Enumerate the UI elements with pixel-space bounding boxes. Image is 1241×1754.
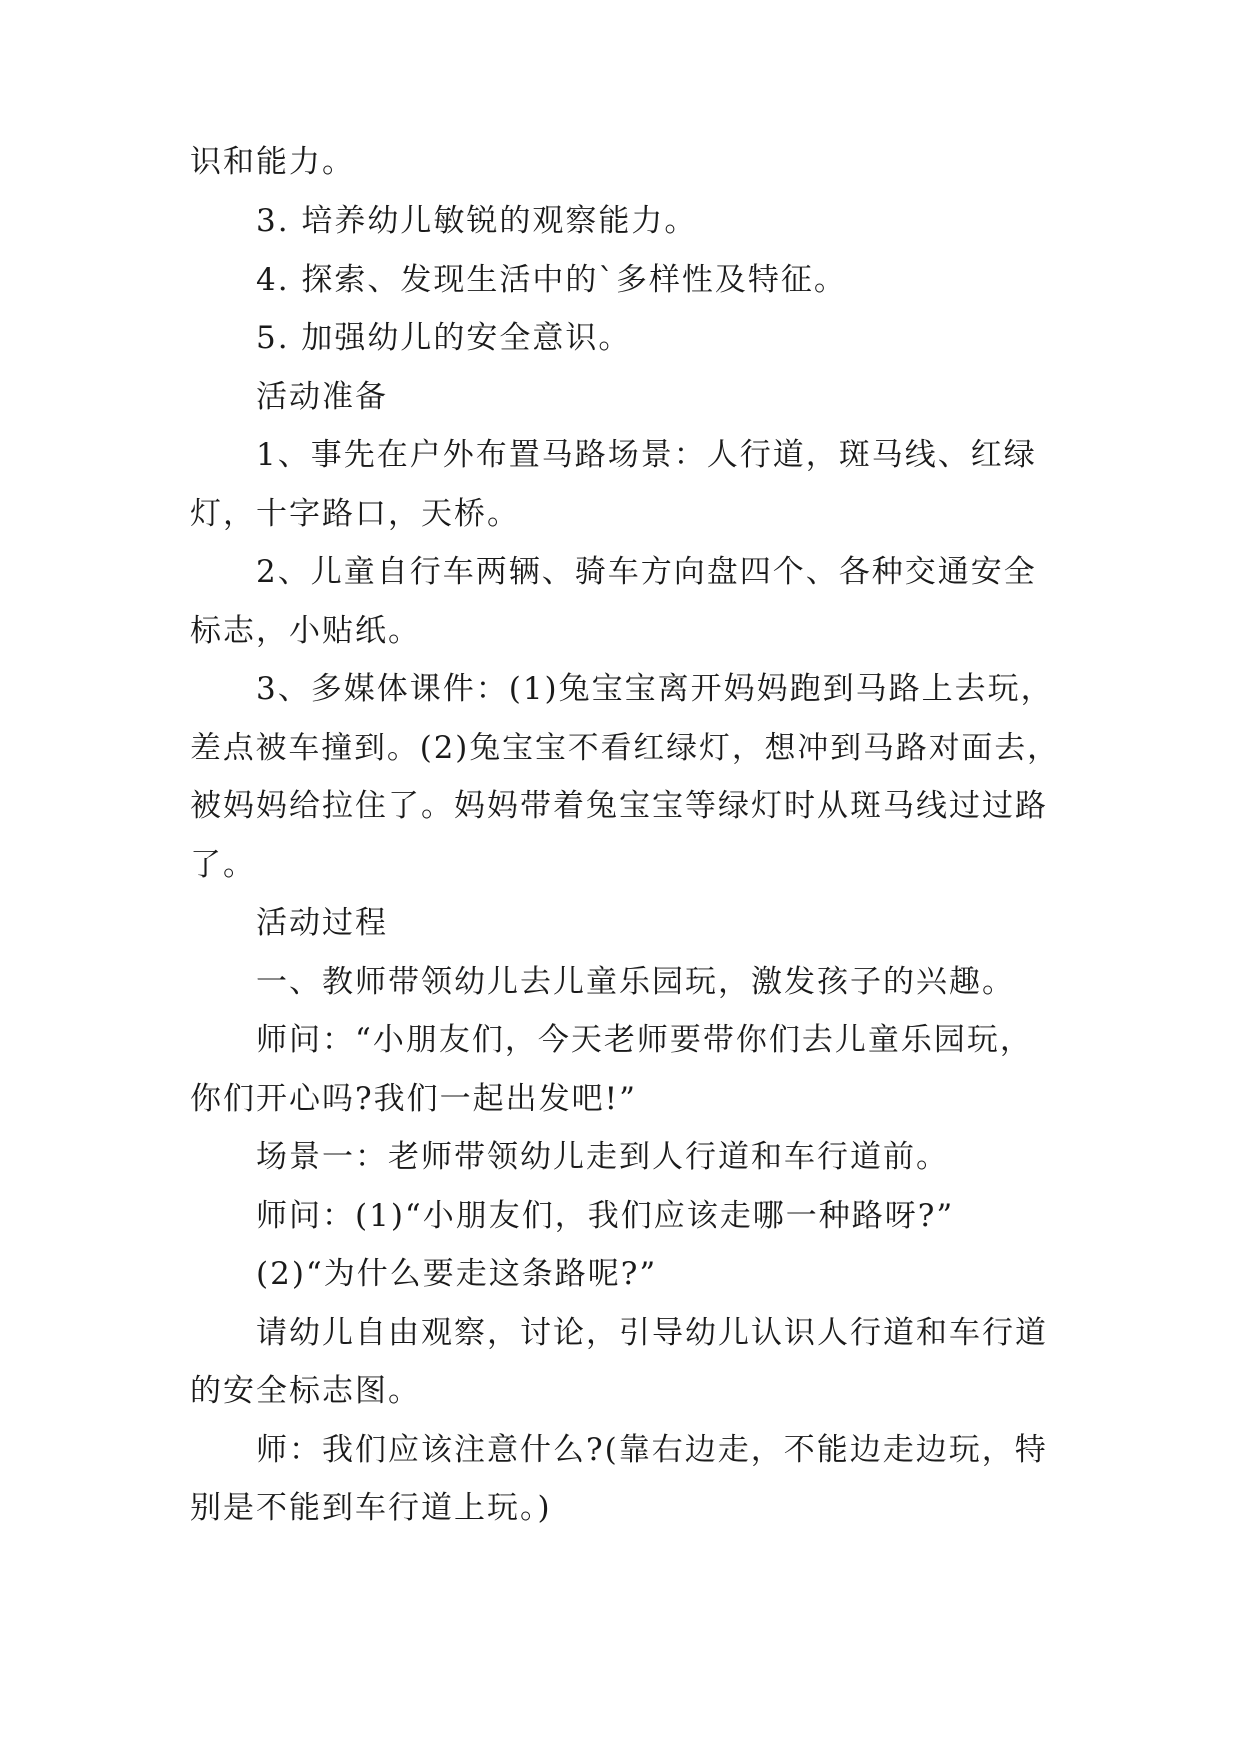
text-line: 2、儿童自行车两辆、骑车方向盘四个、各种交通安全 <box>256 554 1037 590</box>
text-line: 的安全标志图。 <box>190 1373 421 1409</box>
text-line: 了。 <box>190 847 256 883</box>
text-line: 3、多媒体课件：(1)兔宝宝离开妈妈跑到马路上去玩， <box>256 671 1054 707</box>
text-line: 识和能力。 <box>190 144 355 180</box>
text-line: 师：我们应该注意什么?(靠右边走，不能边走边玩，特 <box>256 1432 1048 1468</box>
text-line: 差点被车撞到。(2)兔宝宝不看红绿灯，想冲到马路对面去， <box>190 730 1060 766</box>
text-line: 别是不能到车行道上玩。) <box>190 1490 552 1526</box>
text-line: 标志，小贴纸。 <box>190 613 421 649</box>
text-line: 你们开心吗?我们一起出发吧!” <box>190 1081 637 1117</box>
text-line: 师问：(1)“小朋友们，我们应该走哪一种路呀?” <box>256 1198 955 1234</box>
text-line: 灯，十字路口，天桥。 <box>190 496 520 532</box>
section-heading: 活动过程 <box>256 905 388 941</box>
text-line: 1、事先在户外布置马路场景：人行道，斑马线、红绿 <box>256 437 1037 473</box>
text-line: 场景一：老师带领幼儿走到人行道和车行道前。 <box>256 1139 949 1175</box>
text-line: 一、教师带领幼儿去儿童乐园玩，激发孩子的兴趣。 <box>256 964 1015 1000</box>
section-heading: 活动准备 <box>256 379 388 415</box>
text-line: 3. 培养幼儿敏锐的观察能力。 <box>256 203 698 239</box>
text-line: 5. 加强幼儿的安全意识。 <box>256 320 632 356</box>
text-line: 师问：“小朋友们，今天老师要带你们去儿童乐园玩， <box>256 1022 1033 1058</box>
text-line: 4. 探索、发现生活中的`多样性及特征。 <box>256 262 847 298</box>
text-line: 被妈妈给拉住了。妈妈带着兔宝宝等绿灯时从斑马线过过路 <box>190 788 1048 824</box>
text-line: (2)“为什么要走这条路呢?” <box>256 1256 658 1292</box>
text-line: 请幼儿自由观察，讨论，引导幼儿认识人行道和车行道 <box>256 1315 1048 1351</box>
